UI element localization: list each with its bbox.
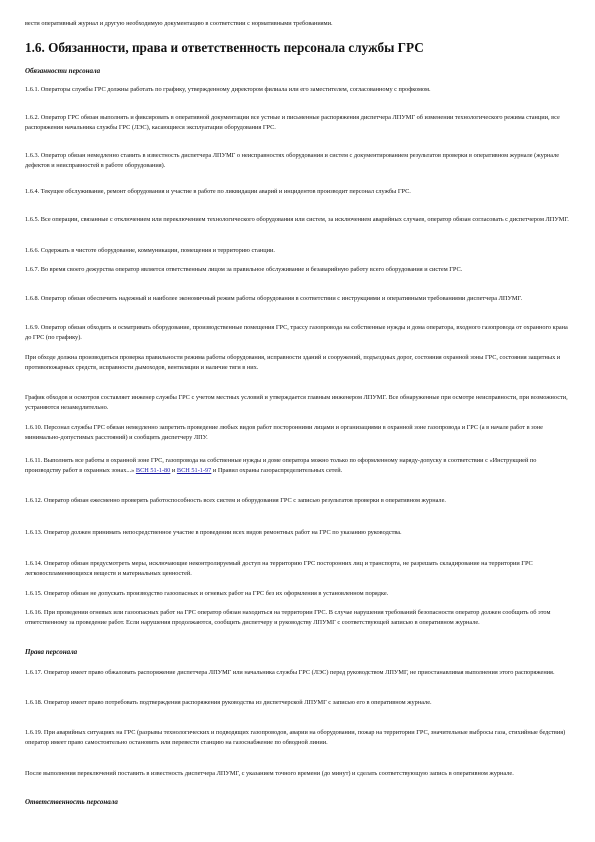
paragraph-1-6-5: 1.6.5. Все операции, связанные с отключением или переключением технологического оборудования или систем, за исключением аварийных случаев, оператор обязан согласовать с диспетчером ЛПУМГ. (25, 216, 569, 223)
paragraph-1-6-4: 1.6.4. Текущее обслуживание, ремонт оборудования и участие в работе по ликвидации аварий и инцидентов производит персонал службы ГРС. (25, 188, 411, 195)
paragraph-1-6-10: 1.6.10. Персонал службы ГРС обязан немедленно запретить проведение любых видов работ посторонними лицами и организациями в охранной зоне газопровода и ГРС (а в начале работ в зоне минимально-допустимых расстояний) и сообщить диспетчеру ЛПУ. (25, 424, 543, 441)
paragraph-1-6-19: 1.6.19. При аварийных ситуациях на ГРС (разрывы технологических и подводящих газопроводов, аварии на оборудовании, пожар на территории ГРС, значительные выбросы газа, стихийные бедствия) оператор имеет право самостоятельно остановить или перевести станцию на газоснабжение по обводной линии. (25, 729, 566, 746)
paragraph-1-6-11-text: 1.6.11. Выполнять все работы в охранной зоне ГРС, газопровода на собственные нужды и доме оператора можно только по оформленному наряду-допуску в соответствии с «Инструкцией по производству работ в охранных зонах...» (25, 457, 537, 474)
paragraph-schedule: График обходов и осмотров составляет инженер службы ГРС с учетом местных условий и утверждается главным инженером ЛПУМГ. Все обнаруженные при осмотре неисправности, при возможности, устраняются незамедлительно. (25, 394, 568, 411)
paragraph-1-6-16: 1.6.16. При проведении огневых или газоопасных работ на ГРС оператор обязан находиться на территории ГРС. В случае нарушения требований безопасности оператор должен сообщить об этом ответственному за проведение работ. Если нарушения продолжаются, сообщить диспетчеру и руководству ЛПУМГ с соответствующей записью в оперативном журнале. (25, 609, 551, 626)
subheading-rights: Права персонала (25, 648, 78, 656)
paragraph-1-6-3: 1.6.3. Оператор обязан немедленно ставить в известность диспетчера ЛПУМГ о неисправностях оборудования и систем с документированием результатов проверки в оперативном журнале (журнале дефектов и неисправностей в работе оборудования). (25, 152, 560, 169)
section-heading: 1.6. Обязанности, права и ответственность персонала службы ГРС (25, 40, 424, 55)
paragraph-1-6-6: 1.6.6. Содержать в чистоте оборудование, коммуникации, помещения и территорию станции. (25, 247, 275, 254)
top-line: вести оперативный журнал и другую необходимую документацию в соответствии с нормативными требованиями. (25, 20, 333, 27)
paragraph-after-switching: После выполнения переключений поставить в известность диспетчера ЛПУМГ, с указанием точного времени (до минут) и сделать соответствующую запись в оперативном журнале. (25, 770, 514, 777)
paragraph-1-6-11 (25, 456, 570, 475)
subheading-responsibility: Ответственность персонала (25, 798, 118, 806)
paragraph-1-6-11-tail: и Правил охраны газораспределительных сетей. (211, 466, 343, 474)
vsn-51-1-80-link[interactable]: ВСН 51-1-80 (135, 466, 171, 474)
paragraph-1-6-14: 1.6.14. Оператор обязан предусмотреть меры, исключающие неконтролируемый доступ на территорию ГРС посторонних лиц и транспорта, не разрешать складирование на территории ГРС легковоспламеняющихся веществ и материальных ценностей. (25, 560, 533, 577)
paragraph-1-6-13: 1.6.13. Оператор должен принимать непосредственное участие в проведении всех видов ремонтных работ на ГРС по указанию руководства. (25, 529, 402, 536)
paragraph-1-6-1: 1.6.1. Операторы службы ГРС должны работать по графику, утвержденному директором филиала или его заместителем, согласованному с профкомом. (25, 86, 431, 93)
paragraph-1-6-7: 1.6.7. Во время своего дежурства оператор является ответственным лицом за правильное обслуживание и безаварийную работу всего оборудования и систем ГРС. (25, 266, 463, 273)
subheading-duties: Обязанности персонала (25, 67, 101, 75)
paragraph-1-6-9: 1.6.9. Оператор обязан обходить и осматривать оборудование, производственные помещения ГРС, трассу газопровода на собственные нужды и дома оператора, входного газопровода от охранного крана до ГРС (по графику). (25, 324, 568, 341)
paragraph-1-6-15: 1.6.15. Оператор обязан не допускать производство газоопасных и огневых работ на ГРС без их оформления в установленном порядке. (25, 590, 389, 597)
paragraph-1-6-2: 1.6.2. Оператор ГРС обязан выполнять и фиксировать в оперативной документации все устные и письменные распоряжения диспетчера ЛПУМГ об изменении технологического режима станции, все распоряжения начальника службы ГРС (ЛЭС), касающиеся эксплуатации оборудования ГРС. (25, 114, 560, 131)
paragraph-1-6-18: 1.6.18. Оператор имеет право потребовать подтверждения распоряжения руководства из диспетчерской ЛПУМГ с записью его в оперативном журнале. (25, 699, 432, 706)
paragraph-1-6-17: 1.6.17. Оператор имеет право обжаловать распоряжение диспетчера ЛПУМГ или начальника службы ГРС (ЛЭС) перед руководством ЛПУМГ, не приостанавливая выполнения этого распоряжения. (25, 669, 555, 676)
paragraph-1-6-8: 1.6.8. Оператор обязан обеспечить надежный и наиболее экономичный режим работы оборудования в соответствии с инструкциями и оперативными требованиями диспетчера ЛПУМГ. (25, 295, 523, 302)
paragraph-1-6-11-conjunction: и (170, 466, 177, 474)
paragraph-1-6-12: 1.6.12. Оператор обязан ежесменно проверять работоспособность всех систем и оборудования ГРС с записью результатов проверки в оперативном журнале. (25, 497, 446, 504)
vsn-51-1-97-link[interactable]: ВСН 51-1-97 (176, 466, 212, 474)
paragraph-inspection: При обходе должна производиться проверка правильности режима работы оборудования, исправности зданий и сооружений, подъездных дорог, состояния охранной зоны ГРС, состояния защитных и противопожарных средств, исправности дымоходов, вентиляции и наличие тяги в них. (25, 354, 561, 371)
